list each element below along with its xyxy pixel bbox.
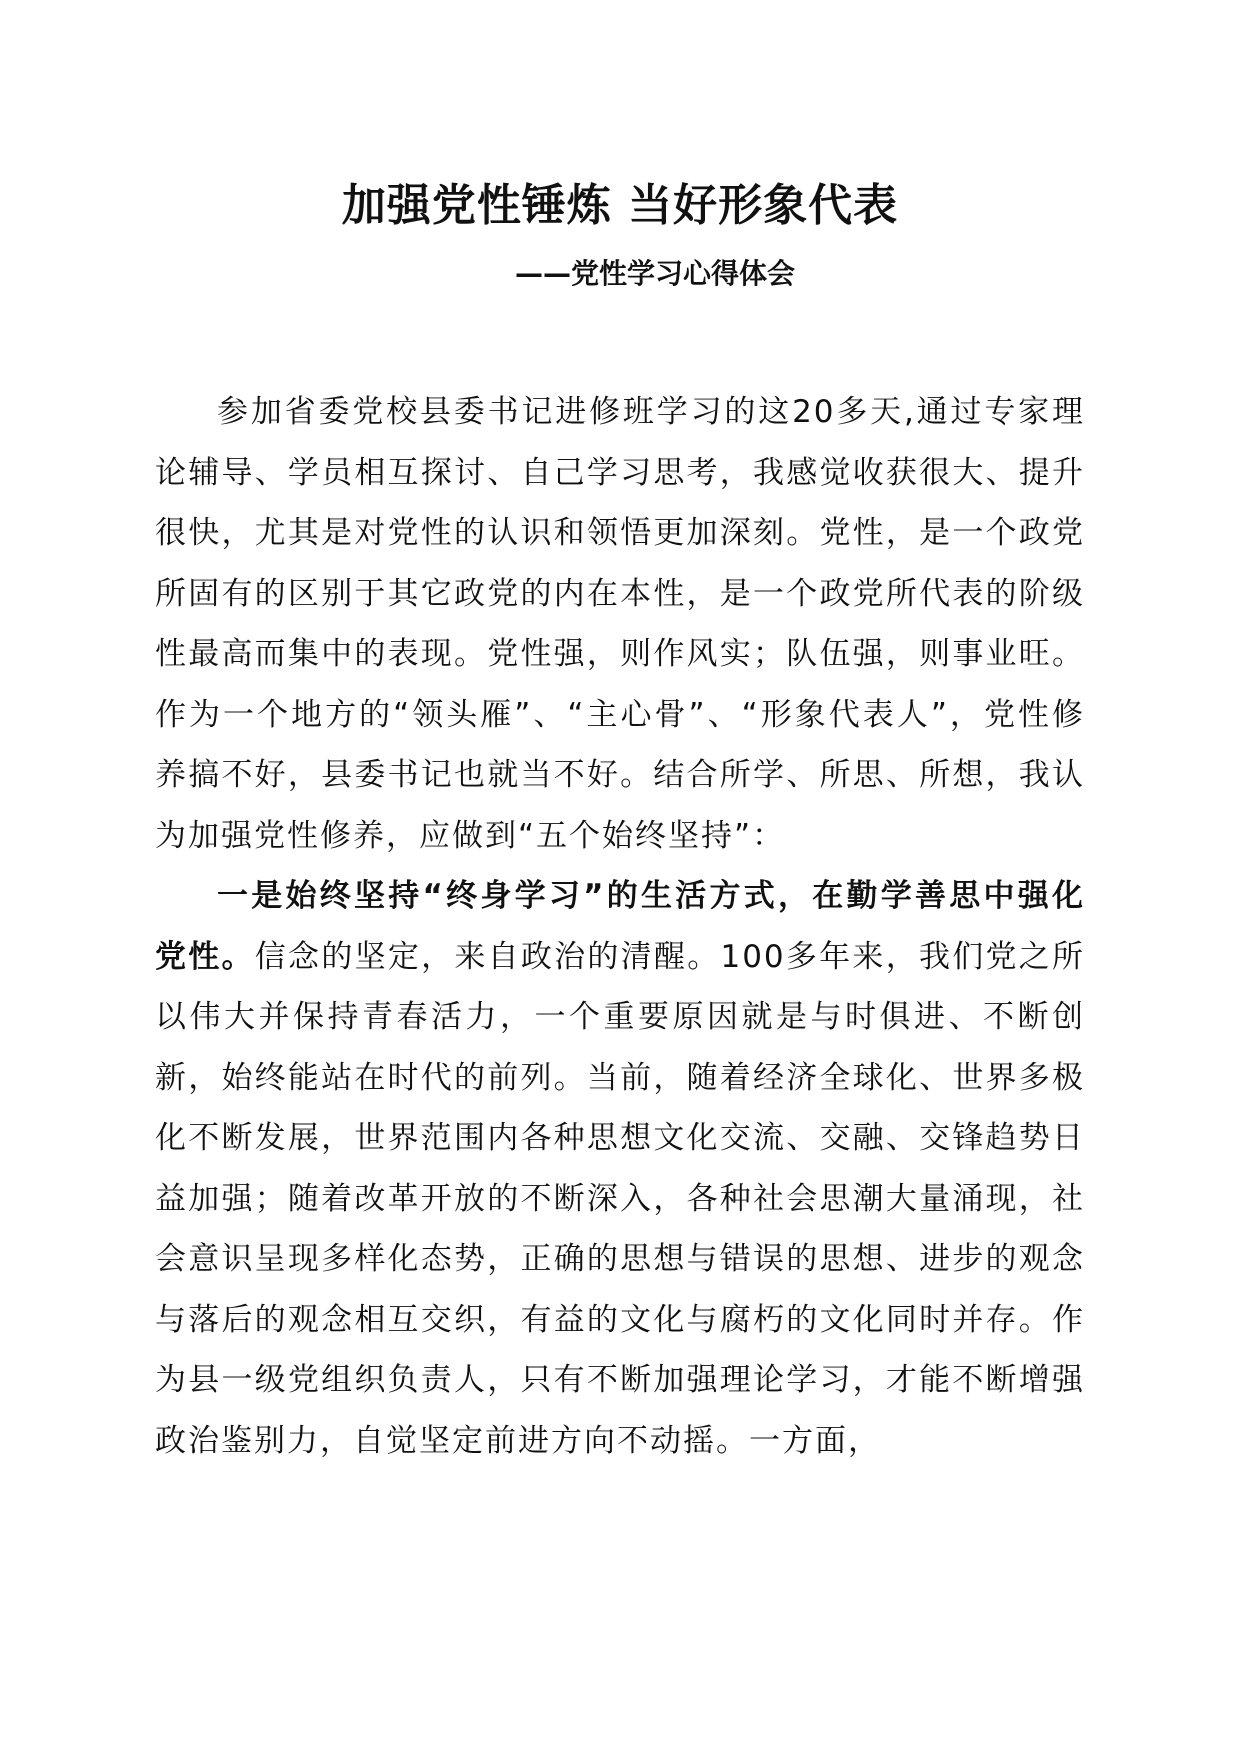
document-title: 加强党性锤炼 当好形象代表	[341, 180, 899, 231]
paragraph-point-one-text: 信念的坚定，来自政治的清醒。100多年来，我们党之所以伟大并保持青春活力，一个重要原因就是与时俱进、不断创新，始终能站在时代的前列。当前，随着经济全球化、世界多极化不断发展，世界范围内各种思想文化交流、交融、交锋趋势日益加强；随着改革开放的不断深入，各种社会思潮大量涌现，社会意识呈现多样化态势，正确的思想与错误的思想、进步的观念与落后的观念相互交织，有益的文化与腐朽的文化同时并存。作为县一级党组织负责人，只有不断加强理论学习，才能不断增强政治鉴别力，自觉坚定前进方向不动摇。一方面，	[155, 938, 1086, 1459]
document-body	[155, 382, 1085, 1471]
paragraph-point-one	[155, 866, 1085, 1471]
paragraph-intro: 参加省委党校县委书记进修班学习的这20多天,通过专家理论辅导、学员相互探讨、自己学习思考，我感觉收获很大、提升很快，尤其是对党性的认识和领悟更加深刻。党性，是一个政党所固有的区别于其它政党的内在本性，是一个政党所代表的阶级性最高而集中的表现。党性强，则作风实；队伍强，则事业旺。作为一个地方的“领头雁”、“主心骨”、“形象代表人”，党性修养搞不好，县委书记也就当不好。结合所学、所思、所想，我认为加强党性修养，应做到“五个始终坚持”：	[155, 394, 1085, 854]
document-subtitle: ——党性学习心得体会	[514, 257, 795, 290]
paragraph-point-one-lead: 一是始终坚持“终身学习”的生活方式，在勤学善思中强化党性。	[155, 878, 1085, 975]
